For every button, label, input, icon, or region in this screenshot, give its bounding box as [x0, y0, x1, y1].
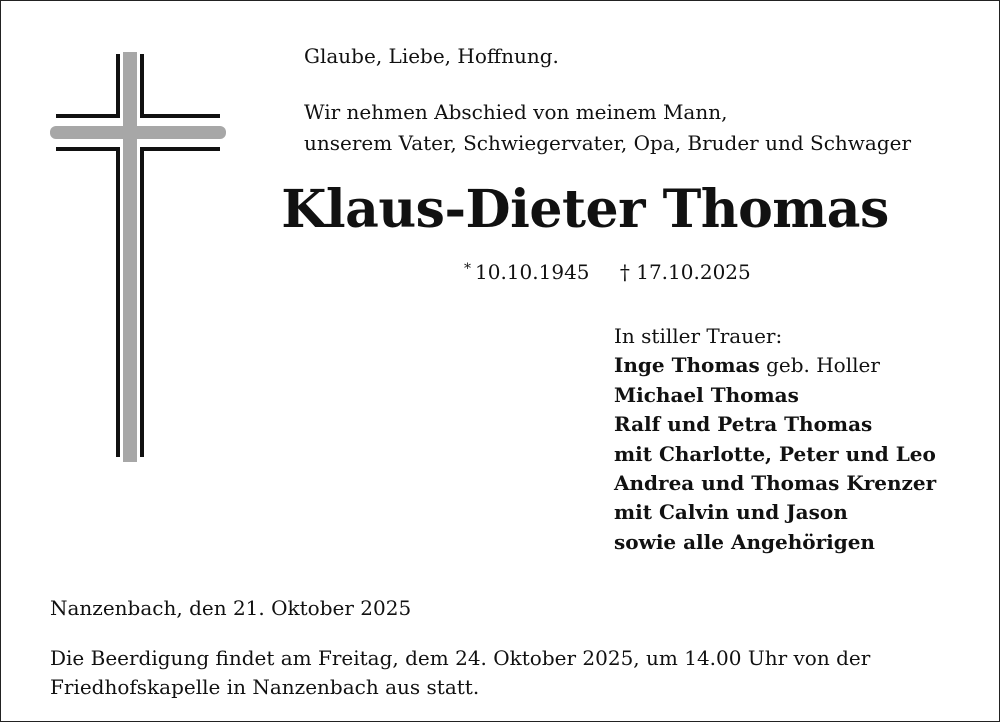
mourners-block [614, 322, 936, 557]
mourner-line: Michael Thomas [614, 382, 799, 407]
birth-symbol: * [464, 261, 471, 277]
death-date: 17.10.2025 [636, 260, 751, 284]
funeral-line-2: Friedhofskapelle in Nanzenbach aus statt. [50, 675, 480, 699]
funeral-line-1: Die Beerdigung findet am Freitag, dem 24. Oktober 2025, um 14.00 Uhr von der [50, 646, 871, 670]
mourner-line: Andrea und Thomas Krenzer [614, 471, 937, 496]
place-date: Nanzenbach, den 21. Oktober 2025 [50, 596, 412, 620]
mourner-line: Ralf und Petra Thomas [614, 412, 873, 437]
cross-icon [48, 52, 228, 462]
life-dates [464, 257, 751, 284]
death-symbol: † [619, 260, 630, 284]
mourner-line: mit Charlotte, Peter und Leo [614, 441, 936, 466]
intro-line-2: unserem Vater, Schwiegervater, Opa, Bruder und Schwager [304, 131, 912, 155]
deceased-name: Klaus-Dieter Thomas [281, 179, 889, 240]
mourner-line: mit Calvin und Jason [614, 500, 848, 525]
mourner-maiden-name: geb. Holler [759, 353, 880, 378]
mourner-name: Inge Thomas [614, 353, 760, 378]
mourner-line: sowie alle Angehörigen [614, 529, 875, 554]
mourners-heading: In stiller Trauer: [614, 324, 783, 348]
birth-date: 10.10.1945 [475, 260, 590, 284]
motto: Glaube, Liebe, Hoffnung. [304, 44, 559, 68]
intro-line-1: Wir nehmen Abschied von meinem Mann, [304, 100, 728, 124]
mourner-line [614, 351, 936, 380]
